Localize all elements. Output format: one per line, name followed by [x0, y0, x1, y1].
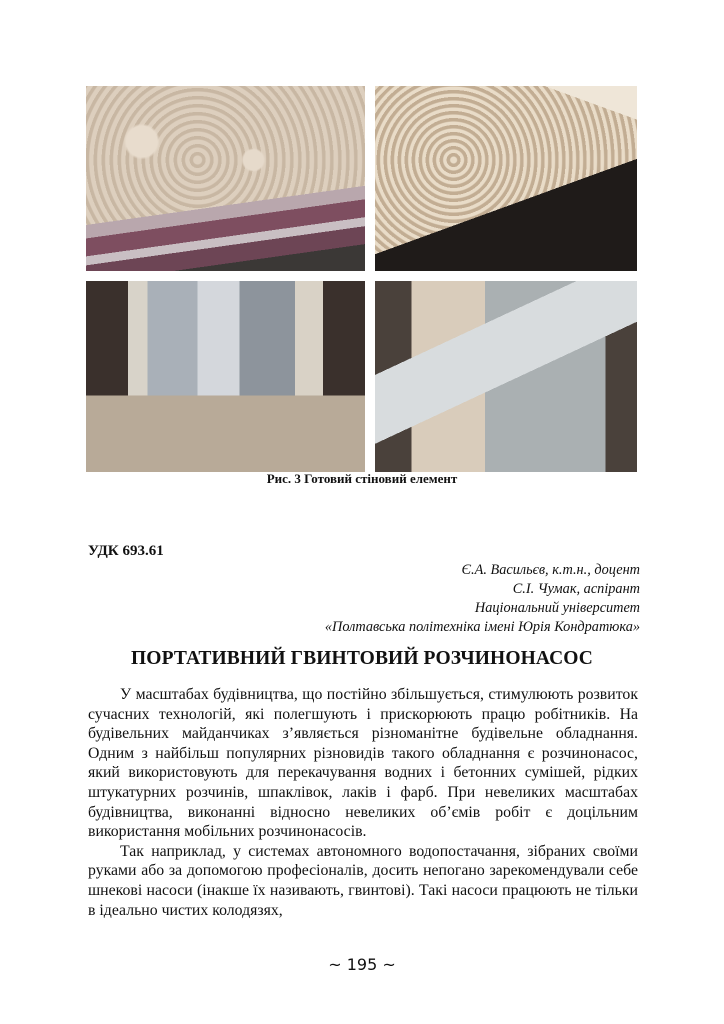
- paragraph: Так наприклад, у системах автономного водопостачання, зібраних своїми руками або за допомогою професіоналів, досить непогано зарекомендували себе шнекові насоси (інакше їх називають, гвинтові). Такі насоси працюють не тільки в ідеально чистих колодязях,: [88, 842, 638, 919]
- author-block: [325, 561, 640, 637]
- photo-galvanized-panel-end: [86, 281, 365, 472]
- author-2: С.І. Чумак, аспірант: [512, 581, 640, 597]
- photo-foam-in-wooden-form: [375, 86, 637, 271]
- affiliation-line-2: «Полтавська політехніка імені Юрія Кондратюка»: [324, 619, 640, 635]
- affiliation-line-1: Національний університет: [474, 600, 640, 616]
- photo-foam-filled-panel-with-film: [86, 86, 365, 271]
- paragraph: У масштабах будівництва, що постійно збільшується, стимулюють розвиток сучасних технологій, які полегшують і прискорюють працю робітників. На будівельних майданчиках з’являється різноманітне будівельне обладнання. Одним з найбільш популярних різновидів такого обладнання є розчинонасос, який використовують для перекачування водних і бетонних сумішей, рідких штукатурних розчинів, шпаклівок, лаків і фарб. При невеликих масштабах будівництва, виконанні відносно невеликих об’ємів робіт є доцільним використання мобільних розчинонасосів.: [88, 686, 638, 841]
- photo-finished-wall-block: [375, 281, 637, 472]
- article-body: [88, 685, 638, 920]
- author-1: Є.А. Васильєв, к.т.н., доцент: [461, 562, 640, 578]
- page-number: ~ 195 ~: [328, 955, 396, 974]
- article-title: ПОРТАТИВНИЙ ГВИНТОВИЙ РОЗЧИНОНАСОС: [131, 648, 593, 669]
- figure-caption: Рис. 3 Готовий стіновий елемент: [266, 471, 458, 486]
- udk-code: УДК 693.61: [88, 543, 164, 559]
